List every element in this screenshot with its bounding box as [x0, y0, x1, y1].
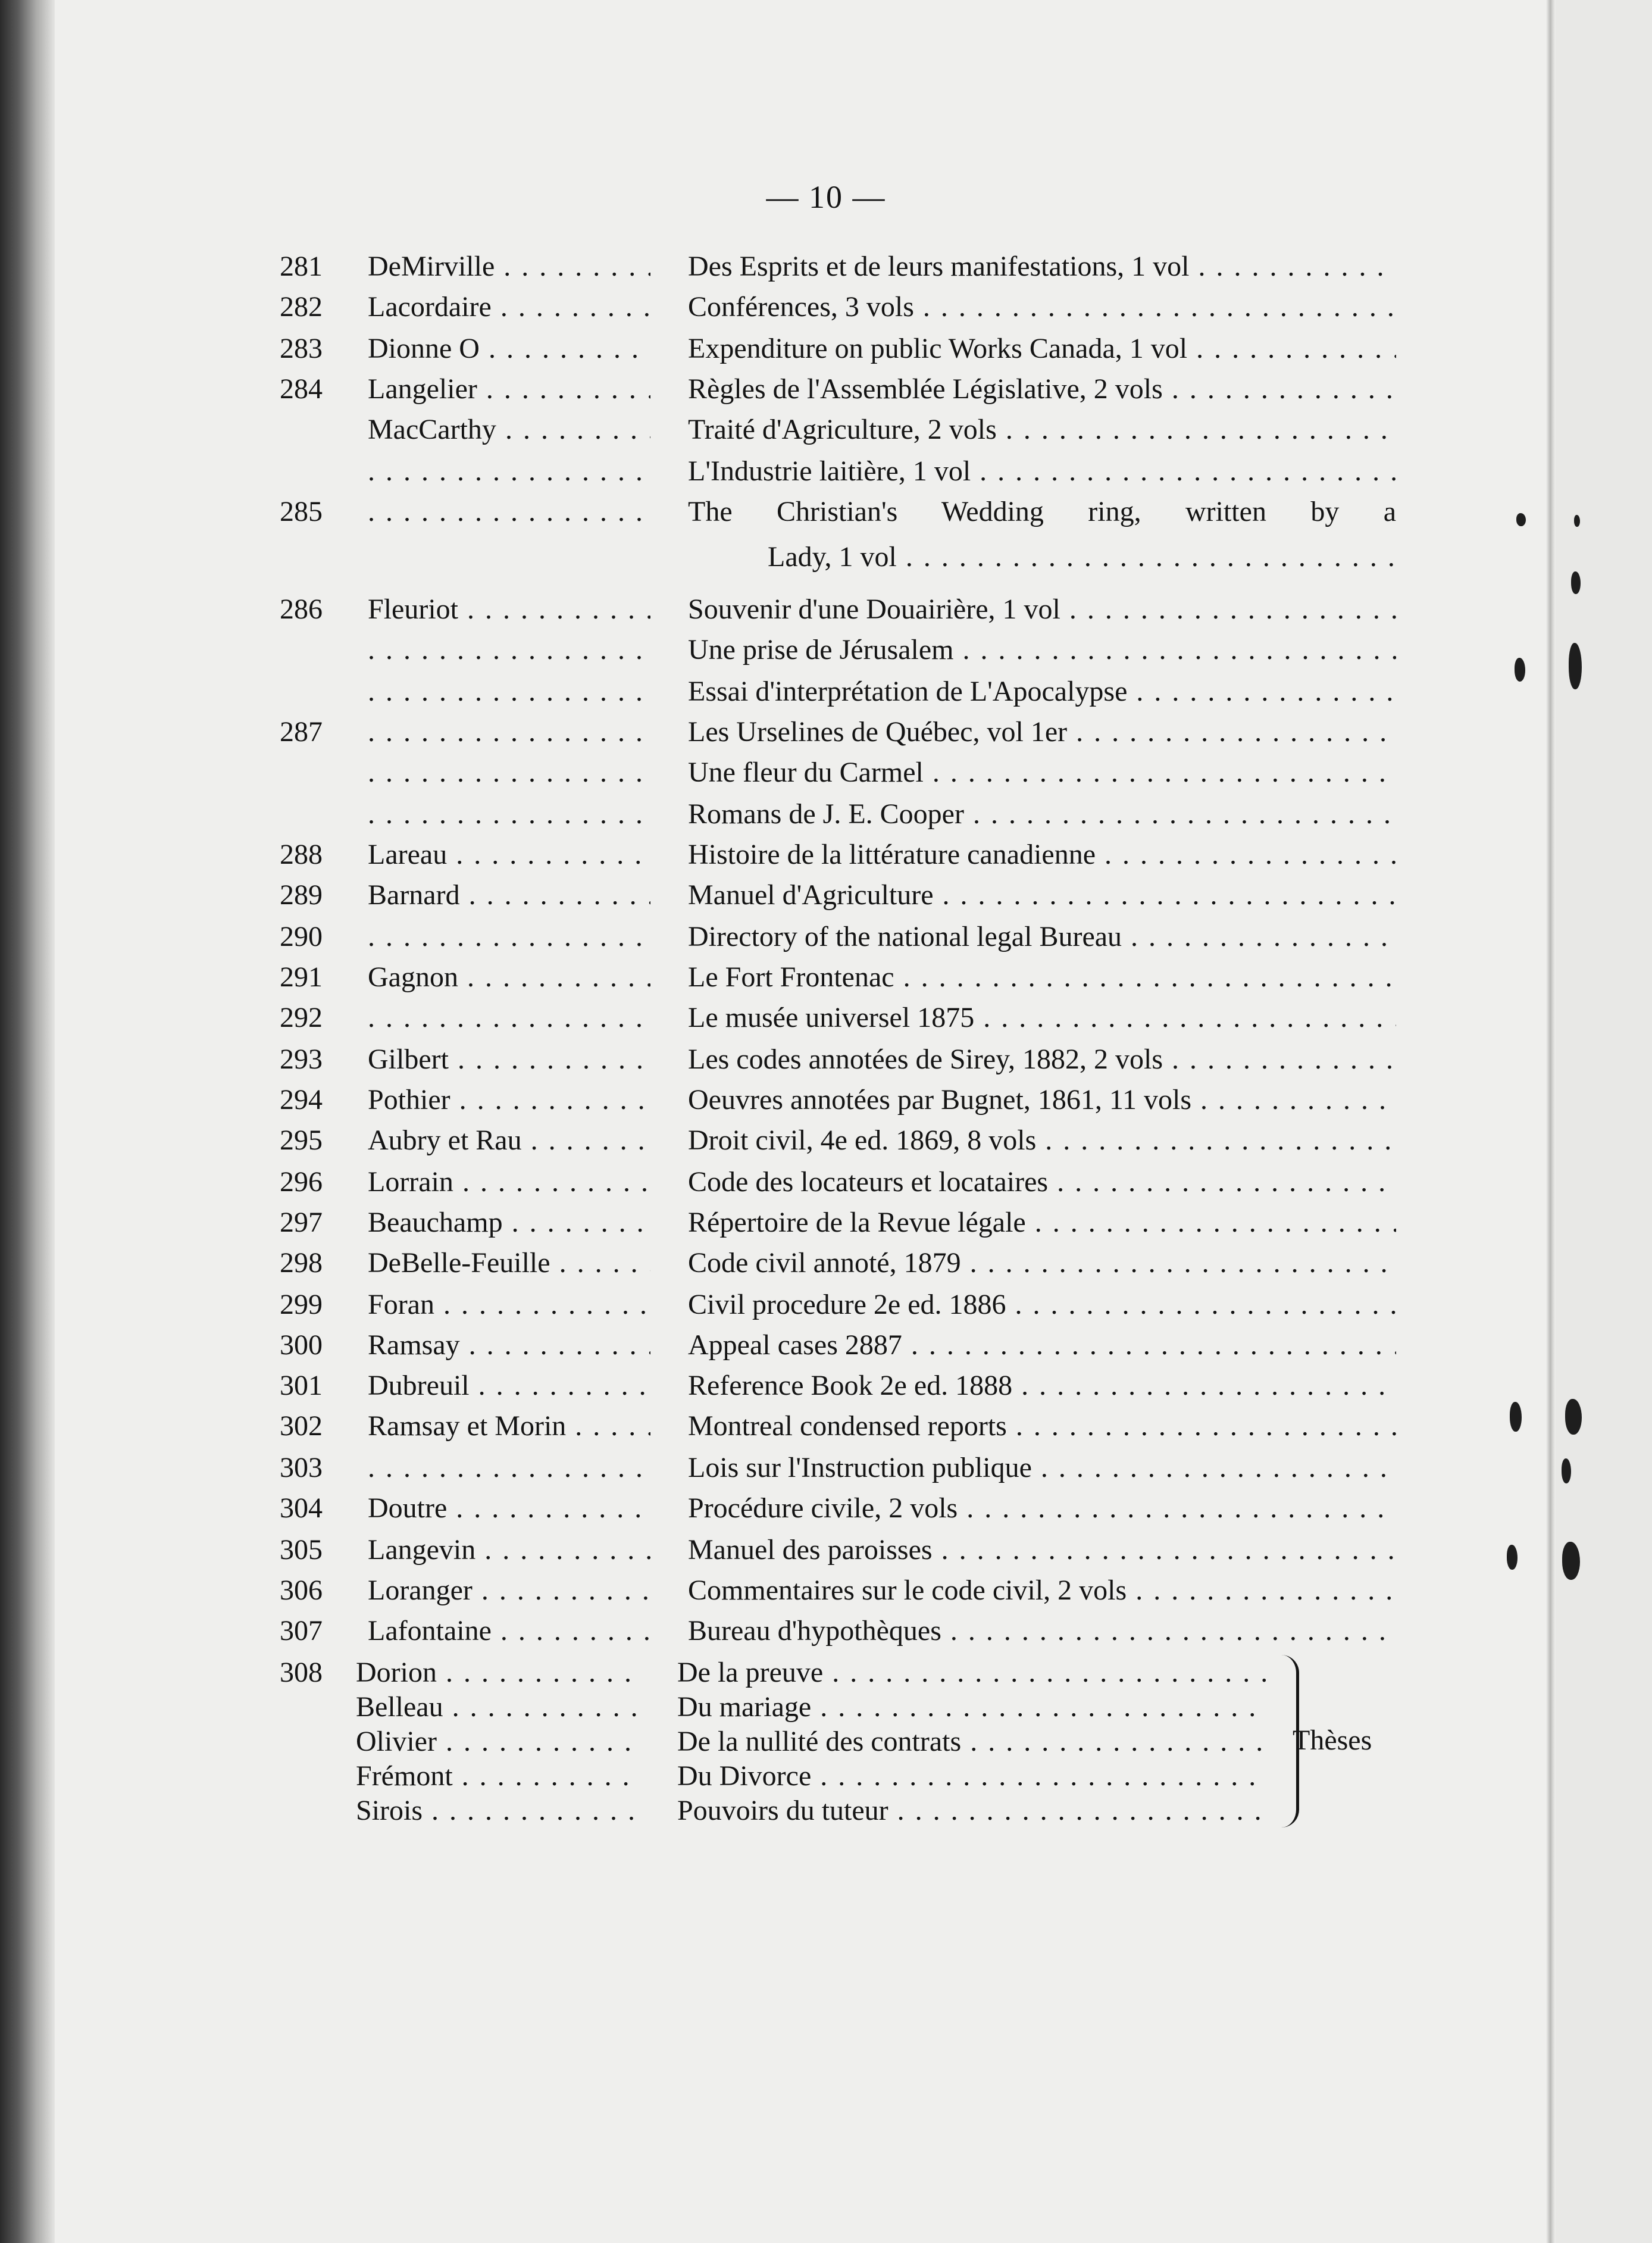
entry-number: 281 — [280, 251, 323, 282]
entry-author: Langelier . . . — [368, 373, 650, 405]
catalog-entry — [0, 1451, 1652, 1493]
entry-title: Du mariage . . . — [677, 1691, 1266, 1723]
entry-title: Bureau d'hypothèques . . . — [688, 1614, 1396, 1647]
entry-title: Souvenir d'une Douairière, 1 vol . . . — [688, 593, 1396, 626]
entry-title: Essai d'interprétation de L'Apocalypse . . . — [688, 675, 1396, 708]
catalog-entry — [0, 756, 1652, 798]
entry-title: Répertoire de la Revue légale . . . — [688, 1206, 1396, 1239]
entry-author — [368, 920, 650, 953]
entry-title: Conférences, 3 vols . . . — [688, 290, 1396, 323]
catalog-entry — [0, 716, 1652, 757]
entry-title: Civil procedure 2e ed. 1886 . . . — [688, 1288, 1396, 1321]
entry-title: Une prise de Jérusalem . . . — [688, 633, 1396, 666]
entry-author: Ramsay . . . — [368, 1329, 650, 1361]
entry-author: Barnard . . . — [368, 879, 650, 911]
entry-author: DeBelle-Feuille . . . — [368, 1247, 650, 1279]
catalog-entry — [0, 1329, 1652, 1370]
entry-author: Doutre . . . — [368, 1492, 650, 1525]
entry-author — [368, 495, 650, 528]
entry-title: The Christian's Wedding ring, written by a — [688, 496, 1396, 527]
entry-title: Reference Book 2e ed. 1888 . . . — [688, 1369, 1396, 1402]
entry-author: Lorrain . . . — [368, 1166, 650, 1198]
entry-number: 300 — [280, 1329, 323, 1361]
entry-title: Commentaires sur le code civil, 2 vols . . . — [688, 1574, 1396, 1607]
entry-author: Beauchamp . . . — [368, 1206, 650, 1239]
entry-number: 307 — [280, 1615, 323, 1647]
entry-author: Lareau . . . — [368, 838, 650, 871]
entry-author — [368, 633, 650, 666]
entry-number: 287 — [280, 716, 323, 748]
entry-number: 298 — [280, 1247, 323, 1279]
entry-author: Frémont . . . — [356, 1760, 639, 1792]
entry-number: 288 — [280, 839, 323, 870]
catalog-entry — [0, 455, 1652, 496]
entry-title: Code civil annoté, 1879 . . . — [688, 1247, 1396, 1279]
catalog-entry — [0, 332, 1652, 374]
catalog-entry — [0, 1083, 1652, 1125]
entry-title: Romans de J. E. Cooper . . . — [688, 798, 1396, 830]
catalog-entry — [0, 675, 1652, 717]
entry-title: Des Esprits et de leurs manifestations, 1 vol . . . — [688, 250, 1396, 283]
entry-number: 285 — [280, 496, 323, 527]
entry-author: MacCarthy . . . — [368, 413, 650, 446]
entry-author: Lafontaine . . . — [368, 1614, 650, 1647]
entry-number: 293 — [280, 1044, 323, 1075]
entry-title: Procédure civile, 2 vols . . . — [688, 1492, 1396, 1525]
catalog-entry — [0, 1124, 1652, 1166]
entry-number: 301 — [280, 1370, 323, 1401]
catalog-entry — [0, 633, 1652, 675]
entry-title: Le musée universel 1875 . . . — [688, 1001, 1396, 1034]
entry-title: De la nullité des contrats . . . — [677, 1725, 1266, 1758]
catalog-entry — [0, 1247, 1652, 1288]
entry-title: Traité d'Agriculture, 2 vols . . . — [688, 413, 1396, 446]
entry-number: 297 — [280, 1207, 323, 1238]
entry-title: Oeuvres annotées par Bugnet, 1861, 11 vols . . . — [688, 1083, 1396, 1116]
catalog-entry — [0, 495, 1652, 537]
catalog-entry — [0, 1492, 1652, 1533]
entry-number: 282 — [280, 291, 323, 323]
catalog-entry — [0, 1410, 1652, 1451]
entry-title: Montreal condensed reports . . . — [688, 1410, 1396, 1442]
catalog-entry — [0, 1166, 1652, 1207]
entry-title-continuation: Lady, 1 vol . . . — [768, 541, 1396, 573]
entry-author — [368, 756, 650, 789]
entry-number: 294 — [280, 1084, 323, 1116]
entry-title: Appeal cases 2887 . . . — [688, 1329, 1396, 1361]
entry-author: Foran . . . — [368, 1288, 650, 1321]
entry-number: 302 — [280, 1410, 323, 1442]
catalog-entry — [0, 1794, 1652, 1836]
entry-title: Expenditure on public Works Canada, 1 vol . . . — [688, 332, 1396, 365]
entry-number: 290 — [280, 921, 323, 952]
catalog-entry — [0, 920, 1652, 962]
entry-author: Gilbert . . . — [368, 1043, 650, 1076]
entry-author — [368, 455, 650, 488]
entry-number: 299 — [280, 1289, 323, 1320]
entry-number: 306 — [280, 1575, 323, 1606]
catalog-entry — [0, 1533, 1652, 1575]
catalog-entry — [0, 838, 1652, 880]
entry-title: Histoire de la littérature canadienne . . . — [688, 838, 1396, 871]
entry-number: 283 — [280, 333, 323, 364]
entry-title: Lois sur l'Instruction publique . . . — [688, 1451, 1396, 1484]
catalog-entry — [0, 1369, 1652, 1411]
entry-author: Langevin . . . — [368, 1533, 650, 1566]
catalog-entry — [0, 373, 1652, 414]
entry-number: 289 — [280, 879, 323, 911]
entry-author: Dubreuil . . . — [368, 1369, 650, 1402]
entry-number: 284 — [280, 373, 323, 405]
entry-title: Du Divorce . . . — [677, 1760, 1266, 1792]
entry-title: Manuel des paroisses . . . — [688, 1533, 1396, 1566]
entry-author: Dionne O . . . — [368, 332, 650, 365]
entry-author — [368, 798, 650, 830]
entry-title: Directory of the national legal Bureau . . . — [688, 920, 1396, 953]
entry-title: Droit civil, 4e ed. 1869, 8 vols . . . — [688, 1124, 1396, 1157]
entry-title: Les Urselines de Québec, vol 1er . . . — [688, 716, 1396, 748]
entry-title: De la preuve . . . — [677, 1656, 1266, 1689]
catalog-entry-continuation — [0, 541, 1652, 582]
catalog-entry — [0, 290, 1652, 332]
catalog-entry — [0, 593, 1652, 635]
entry-number: 292 — [280, 1002, 323, 1033]
catalog-entry — [0, 1206, 1652, 1248]
entry-author — [368, 1001, 650, 1034]
entry-author: Lacordaire . . . — [368, 290, 650, 323]
entry-number: 291 — [280, 961, 323, 993]
entry-author: Loranger . . . — [368, 1574, 650, 1607]
entry-number: 286 — [280, 593, 323, 625]
entry-title: Une fleur du Carmel . . . — [688, 756, 1396, 789]
catalog-entry — [0, 413, 1652, 455]
entry-number: 296 — [280, 1166, 323, 1198]
catalog-entry — [0, 1574, 1652, 1616]
entry-author: DeMirville . . . — [368, 250, 650, 283]
entry-author — [368, 716, 650, 748]
entry-author: Fleuriot . . . — [368, 593, 650, 626]
entry-author — [368, 1451, 650, 1484]
catalog-entry — [0, 879, 1652, 920]
entry-author: Sirois . . . — [356, 1794, 639, 1827]
entry-number: 303 — [280, 1452, 323, 1483]
entry-number: 305 — [280, 1534, 323, 1566]
catalog-entry — [0, 250, 1652, 292]
catalog-entry — [0, 798, 1652, 839]
entry-author: Pothier . . . — [368, 1083, 650, 1116]
entry-title: Les codes annotées de Sirey, 1882, 2 vols . . . — [688, 1043, 1396, 1076]
thesis-label: Thèses — [1293, 1725, 1372, 1756]
entry-title: Pouvoirs du tuteur . . . — [677, 1794, 1266, 1827]
catalog-entry — [0, 961, 1652, 1002]
page-number: — 10 — — [766, 179, 886, 215]
entry-title: Code des locateurs et locataires . . . — [688, 1166, 1396, 1198]
entry-title: Le Fort Frontenac . . . — [688, 961, 1396, 994]
catalog-entry — [0, 1288, 1652, 1330]
catalog-entry — [0, 1614, 1652, 1656]
entry-author: Aubry et Rau . . . — [368, 1124, 650, 1157]
entry-number: 304 — [280, 1492, 323, 1524]
entry-author: Dorion . . . — [356, 1656, 639, 1689]
entry-number: 308 — [280, 1657, 323, 1688]
entry-author — [368, 675, 650, 708]
entry-number: 295 — [280, 1124, 323, 1156]
entry-author: Olivier . . . — [356, 1725, 639, 1758]
entry-title: L'Industrie laitière, 1 vol . . . — [688, 455, 1396, 488]
entry-author: Gagnon . . . — [368, 961, 650, 994]
catalog-entry — [0, 1043, 1652, 1085]
entry-title: Manuel d'Agriculture . . . — [688, 879, 1396, 911]
entry-author: Belleau . . . — [356, 1691, 639, 1723]
entry-author: Ramsay et Morin . . . — [368, 1410, 650, 1442]
catalog-entry — [0, 1001, 1652, 1043]
entry-title: Règles de l'Assemblée Législative, 2 vols . . . — [688, 373, 1396, 405]
